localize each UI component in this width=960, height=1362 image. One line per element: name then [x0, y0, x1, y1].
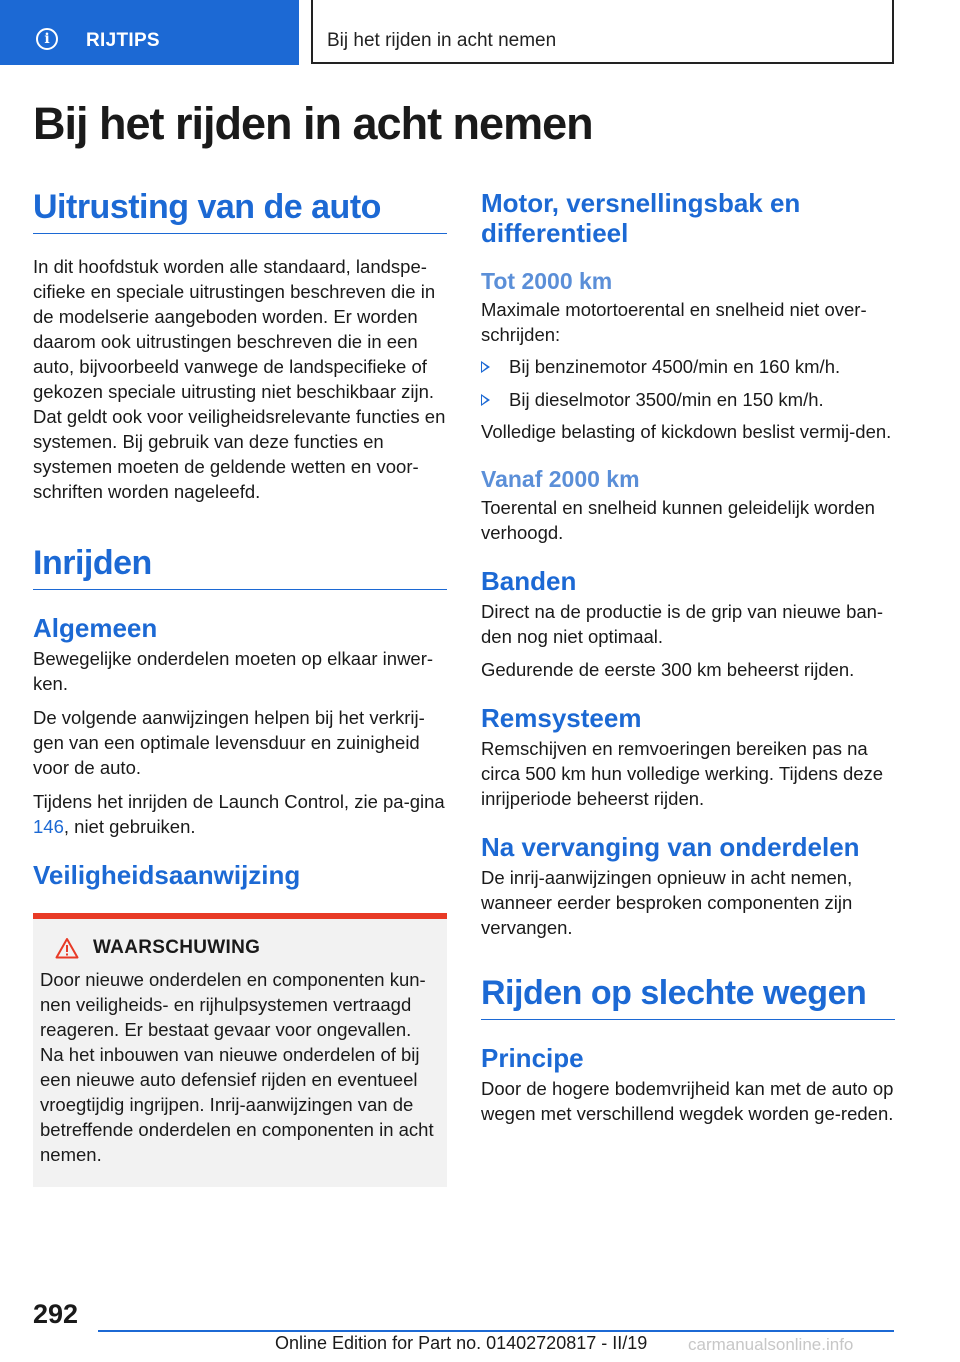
- page-link-146[interactable]: 146: [33, 815, 64, 837]
- heading-veiligheidsaanwijzing: Veiligheidsaanwijzing: [33, 859, 301, 890]
- warning-text: Door nieuwe onderdelen en componenten kun-nen veiligheids- en rijhulpsystemen vertraagd reageren. Er bestaat gevaar voor ongevallen. Na het inbouwen van nieuwe onderdelen of bij een nieuwe auto defensief rijden en eventueel vroegtijdig ingrijpen. Inrij-aanwijzingen van de betreffende onderdelen en componenten in acht nemen.: [40, 968, 434, 1165]
- heading-remsysteem: Remsysteem: [481, 702, 642, 733]
- running-title: Bij het rijden in acht nemen: [327, 30, 557, 51]
- algemeen-p3-text: Tijdens het inrijden de Launch Control, zie pa-gina: [33, 790, 445, 812]
- heading-uitrusting: Uitrusting van de auto: [33, 188, 447, 234]
- footer-divider: [98, 1330, 894, 1332]
- list-item: Bij dieselmotor 3500/min en 150 km/h.: [481, 387, 895, 412]
- uitrusting-body: In dit hoofdstuk worden alle standaard, landspe-cifieke en speciale uitrustingen beschreven die in de modelserie aangeboden worden. Er worden daarom ook uitrustingen beschreven die in een auto, bijvoorbeeld vanwege de landspecifieke of gekozen speciale uitrusting niet beschikbaar zijn. Dat geldt ook voor veiligheidsrelevante functies en systemen. Bij gebruik van deze functies en systemen moeten de geldende wetten en voor-schriften worden nageleefd.: [33, 256, 446, 502]
- banden-p1: Direct na de productie is de grip van nieuwe ban-den nog niet optimaal.: [481, 600, 884, 647]
- heading-banden: Banden: [481, 566, 577, 596]
- page-title: Bij het rijden in acht nemen: [33, 98, 593, 149]
- warning-header: [55, 937, 440, 959]
- triangle-bullet-icon: [481, 361, 490, 373]
- list-item: Bij benzinemotor 4500/min en 160 km/h.: [481, 354, 895, 379]
- right-column: [481, 188, 895, 1126]
- header-running-title-box: [311, 0, 894, 64]
- algemeen-p2: De volgende aanwijzingen helpen bij het verkrij-gen van een optimale levensduur en zuinigheid voor de auto.: [33, 706, 425, 778]
- tot-2000-body: Maximale motortoerental en snelheid niet over-schrijden:: [481, 299, 867, 345]
- page-number: 292: [33, 1299, 79, 1329]
- remsysteem-body: Remschijven en remvoeringen bereiken pas na circa 500 km hun volledige werking. Tijdens deze inrijperiode beheerst rijden.: [481, 737, 884, 809]
- algemeen-p1: Bewegelijke onderdelen moeten op elkaar inwer-ken.: [33, 647, 434, 694]
- watermark: carmanualsonline.info: [688, 1335, 854, 1354]
- section-tab-label: RIJTIPS: [86, 30, 160, 51]
- heading-inrijden: Inrijden: [33, 544, 447, 590]
- heading-algemeen: Algemeen: [33, 613, 158, 643]
- algemeen-p3-end: , niet gebruiken.: [63, 815, 196, 837]
- vervanging-body: De inrij-aanwijzingen opnieuw in acht nemen, wanneer eerder besproken componenten zijn vervangen.: [481, 866, 853, 938]
- heading-principe: Principe: [481, 1042, 584, 1073]
- heading-motor: Motor, versnellingsbak en differentieel: [481, 188, 801, 248]
- heading-vanaf-2000: Vanaf 2000 km: [481, 466, 640, 492]
- algemeen-p3: [33, 789, 447, 839]
- edition-text: Online Edition for Part no. 01402720817 - II/19: [275, 1333, 648, 1353]
- warning-box: [33, 913, 447, 1187]
- left-column: [33, 188, 447, 1187]
- info-icon: i: [36, 28, 58, 50]
- heading-tot-2000: Tot 2000 km: [481, 268, 613, 294]
- tot-2000-after: Volledige belasting of kickdown beslist vermij-den.: [481, 421, 892, 442]
- rpm-limit-list: [481, 354, 895, 412]
- warning-triangle-icon: [55, 937, 79, 959]
- warning-label: WAARSCHUWING: [93, 936, 261, 958]
- heading-slechte-wegen: Rijden op slechte wegen: [481, 974, 895, 1020]
- triangle-bullet-icon: [481, 394, 490, 406]
- banden-p2: Gedurende de eerste 300 km beheerst rijden.: [481, 658, 855, 680]
- header-section-tab: [0, 0, 299, 65]
- principe-body: Door de hogere bodemvrijheid kan met de auto op wegen met verschillend wegdek worden ge-reden.: [481, 1077, 894, 1124]
- vanaf-2000-body: Toerental en snelheid kunnen geleidelijk worden verhoogd.: [481, 497, 875, 543]
- heading-vervanging: Na vervanging van onderdelen: [481, 831, 860, 862]
